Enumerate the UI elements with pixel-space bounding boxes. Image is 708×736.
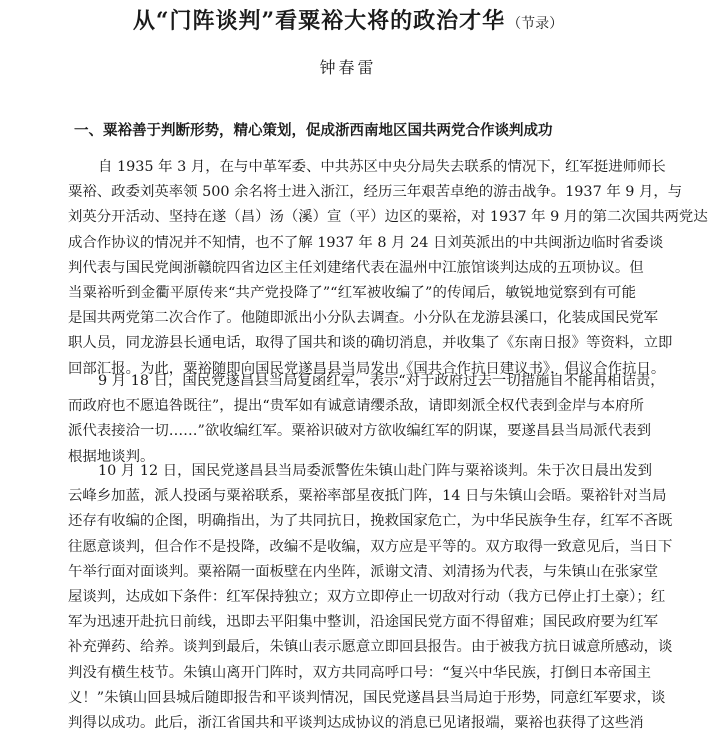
paragraph-line: 10 月 12 日，国民党遂昌县当局委派警佐朱镇山赴门阵与粟裕谈判。朱于次日晨出发到 bbox=[98, 463, 653, 479]
paragraph-line: 而政府也不愿追咎既往”，提出“贵军如有诚意请缨杀敌，请即刻派全权代表到金岸与本府所 bbox=[68, 398, 644, 415]
paragraph-line: 屋谈判，达成如下条件：红军保持独立；双方立即停止一切敌对行动（我方已停止打土豪）；红 bbox=[68, 588, 666, 605]
section-heading: 一、粟裕善于判断形势，精心策划，促成浙西南地区国共两党合作谈判成功 bbox=[74, 123, 553, 139]
paragraph-line: 军为迅速开赴抗日前线，迅即去平阳集中整训，沿途国民党方面不得留难；国民政府要为红军 bbox=[68, 614, 659, 631]
paragraph-3 bbox=[68, 459, 673, 736]
paragraph-line: 午举行面对面谈判。粟裕隔一面板壁在内坐阵，派谢文清、刘清扬为代表，与朱镇山在张家堂 bbox=[68, 563, 659, 580]
paragraph-1 bbox=[68, 155, 708, 382]
paragraph-line: 派代表接洽一切……”欲收编红军。粟裕识破对方欲收编红军的阴谋，要遂昌县当局派代表到 bbox=[68, 423, 651, 440]
paragraph-2 bbox=[68, 369, 665, 470]
paragraph-line: 根据地谈判。 bbox=[68, 448, 155, 465]
paragraph-line: 判没有横生枝节。朱镇山离开门阵时，双方共同高呼口号：“复兴中华民族，打倒日本帝国主 bbox=[68, 664, 651, 681]
article-title bbox=[0, 6, 696, 39]
paragraph-line: 义！”朱镇山回县城后随即报告和平谈判情况，国民党遂昌县当局迫于形势，同意红军要求，谈 bbox=[68, 689, 666, 706]
paragraph-line: 9 月 18 日，国民党遂昌县当局复函红军，表示“对于政府过去一切措施自不能再相诘责， bbox=[98, 373, 665, 389]
article-title-text: 从“门阵谈判”看粟裕大将的政治才华 bbox=[132, 8, 506, 34]
paragraph-line: 还存有收编的企图，明确指出，为了共同抗日，挽救国家危亡，为中华民族争生存，红军不吝既 bbox=[68, 513, 673, 530]
paragraph-line: 补充弹药、给养。谈判到最后，朱镇山表示愿意立即回县报告。由于被我方抗日诚意所感动，谈 bbox=[68, 639, 673, 656]
article-title-note: （节录） bbox=[507, 16, 564, 32]
paragraph-line: 回部汇报。为此，粟裕随即向国民党遂昌县当局发出《国共合作抗日建议书》，倡议合作抗日。 bbox=[68, 360, 666, 377]
paragraph-line: 当粟裕听到金衢平原传来“共产党投降了”“红军被收编了”的传闻后，敏锐地觉察到有可能 bbox=[68, 284, 636, 301]
paragraph-line: 是国共两党第二次合作了。他随即派出小分队去调查。小分队在龙游县溪口，化装成国民党军 bbox=[68, 310, 659, 327]
paragraph-line: 成合作协议的情况并不知情，也不了解 1937 年 8 月 24 日刘英派出的中共闽浙边临时省委谈 bbox=[68, 234, 664, 251]
paragraph-line: 往愿意谈判，但合作不是投降，改编不是收编，双方应是平等的。双方取得一致意见后，当日下 bbox=[68, 538, 673, 555]
article-author: 钟春雷 bbox=[319, 58, 377, 77]
paragraph-line: 云峰乡加蓝，派人投函与粟裕联系，粟裕率部星夜抵门阵，14 日与朱镇山会晤。粟裕针对当局 bbox=[68, 488, 667, 505]
paragraph-line: 职人员，同龙游县长通电话，取得了国共和谈的确切消息，并收集了《东南日报》等资料，立即 bbox=[68, 335, 673, 352]
paragraph-line: 判得以成功。此后，浙江省国共和平谈判达成协议的消息已见诸报端，粟裕也获得了这些消 bbox=[68, 714, 644, 731]
paragraph-line: 粟裕、政委刘英率领 500 余名将士进入浙江，经历三年艰苦卓绝的游击战争。1937 年 9 月，与 bbox=[68, 184, 683, 201]
paragraph-line: 判代表与国民党闽浙赣皖四省边区主任刘建绪代表在温州中江旅馆谈判达成的五项协议。但 bbox=[68, 259, 644, 276]
paragraph-line: 刘英分开活动、坚持在遂（昌）汤（溪）宣（平）边区的粟裕，对 1937 年 9 月的第二次国共两党达 bbox=[68, 209, 708, 226]
paragraph-line: 自 1935 年 3 月，在与中革军委、中共苏区中央分局失去联系的情况下，红军挺进师师长 bbox=[98, 159, 666, 175]
